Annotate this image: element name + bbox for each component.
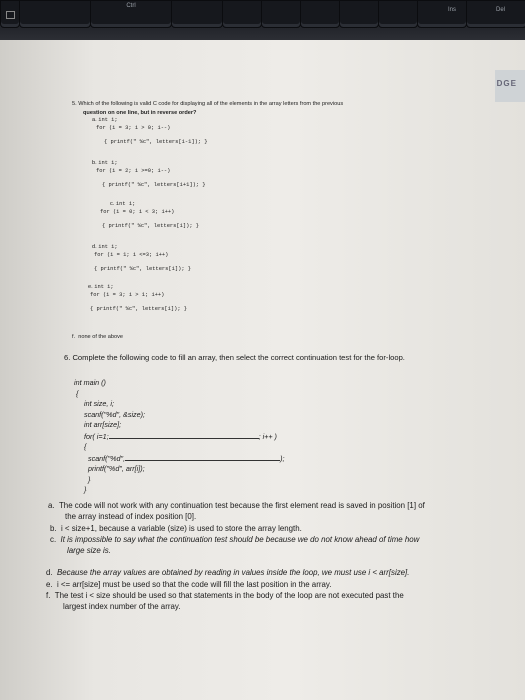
q5-option-a: a. int i; for (i = 3; i > 0; i--) { printf(" %c", letters[i-1]); } [92, 117, 208, 145]
code-line: int arr[size]; [84, 420, 122, 429]
q5-option-e: e. int i; for (i = 3; i > 1; i++) { printf(" %c", letters[i]); } [88, 284, 188, 312]
q6-answer-d: d. Because the array values are obtained by reading in values inside the loop, we must use i < arr[size]. [46, 568, 410, 577]
q6-answer-e: e. i <= arr[size] must be used so that the code will fill the last position in the array. [46, 580, 332, 589]
question-6 [64, 353, 484, 362]
key [19, 0, 91, 28]
key [222, 0, 262, 28]
key [261, 0, 301, 28]
keyboard-background [0, 0, 525, 40]
key [378, 0, 418, 28]
q6-answer-b: b. i < size+1, because a variable (size) is used to store the array length. [50, 524, 302, 533]
q5-option-c: c. int i; for (i = 0; i < 3; i++) { printf(" %c", letters[i]); } [100, 201, 200, 229]
blank-continuation-test[interactable] [109, 431, 259, 439]
code-line: scanf("%d", &size); [84, 409, 146, 419]
key [0, 0, 20, 28]
brand-logo: DGE [496, 79, 517, 88]
question-5-line1: 5. Which of the following is valid C code for displaying all of the elements in the array letters from the previous [72, 101, 344, 107]
q6-code-block [74, 378, 284, 496]
key-del: Del [466, 0, 525, 28]
code-line: } [88, 474, 91, 484]
code-line-scanf: scanf("%d", ); [88, 453, 285, 463]
q5-option-d: d. int i; for (i = 1; i <=3; i++) { printf(" %c", letters[i]); } [92, 244, 192, 272]
code-line: } [84, 485, 87, 494]
key-ctrl: Ctrl [90, 0, 172, 28]
key [339, 0, 379, 28]
code-line: int main () [74, 378, 106, 387]
blank-scanf-arg[interactable] [125, 453, 280, 461]
code-line-for: for( i=1; ; i++ ) [84, 431, 277, 441]
question-5-line2: question on one line, but in reverse order? [83, 109, 197, 116]
question-6-prompt: 6. Complete the following code to fill an array, then select the correct continuation test for the for-loop. [64, 353, 405, 362]
code-line: { [76, 388, 79, 398]
key-ins: Ins [417, 0, 467, 28]
key [300, 0, 340, 28]
code-line: printf("%d", arr[i]); [88, 464, 145, 473]
q6-answer-a: a. The code will not work with any continuation test because the first element read is saved in position [1] of the array instead of index position [0]. [48, 501, 425, 521]
code-line: int size, i; [84, 399, 114, 408]
q5-option-b: b. int i; for (i = 2; i >=0; i--) { printf(" %c", letters[i+1]); } [92, 160, 206, 188]
key [171, 0, 223, 28]
q6-answer-f: f. The test i < size should be used so that statements in the body of the loop are not executed past the largest index number of the array. [46, 591, 404, 611]
q6-answer-c: c. It is impossible to say what the continuation test should be because we do not know ahead of time how large size is. [50, 535, 420, 555]
question-5-prompt [72, 100, 462, 117]
code-line: { [84, 442, 87, 451]
q5-option-f: f. none of the above [72, 334, 124, 340]
